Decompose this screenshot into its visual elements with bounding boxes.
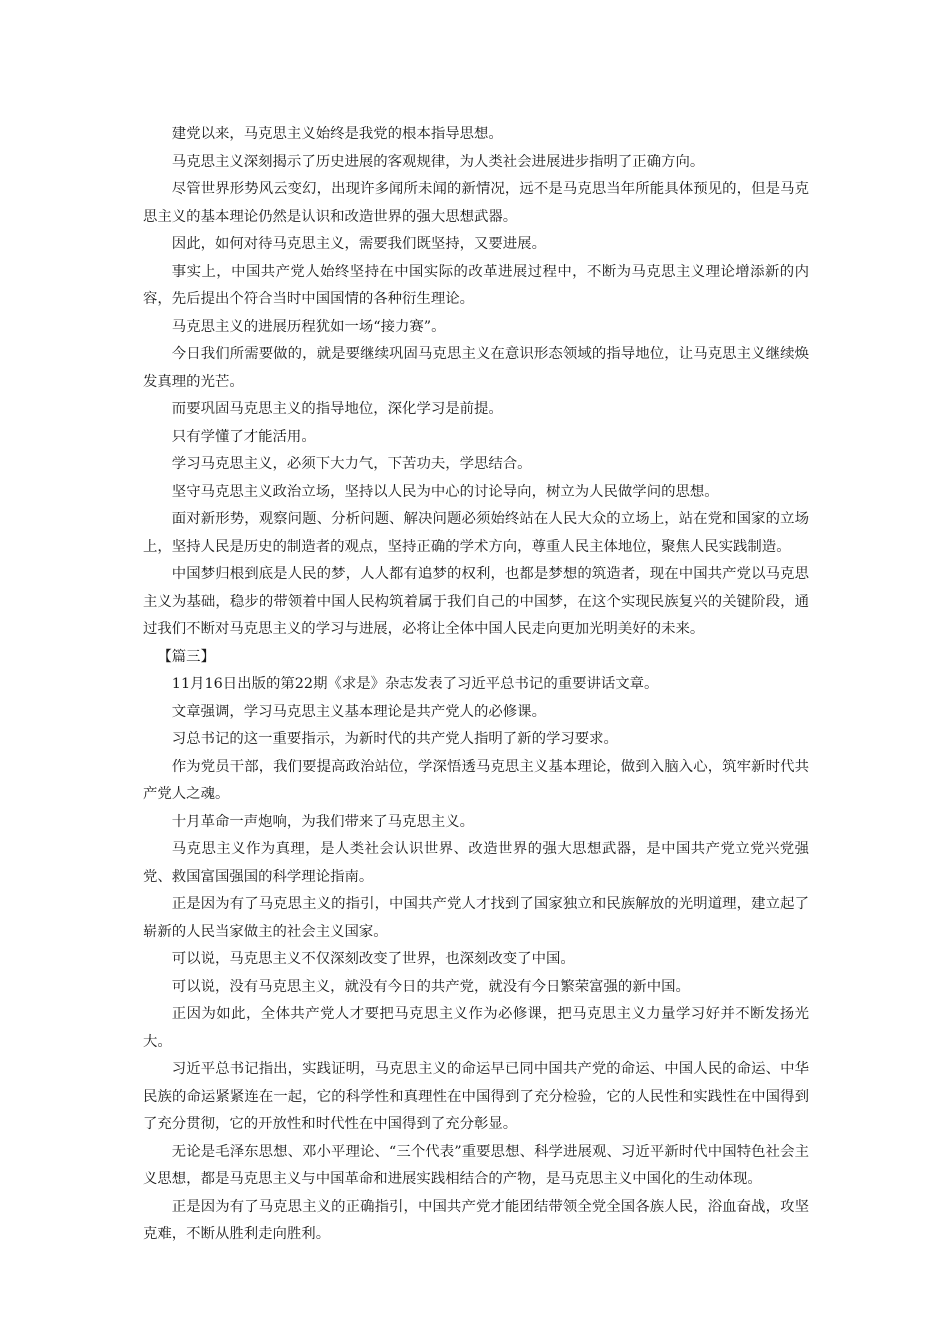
paragraph: 马克思主义深刻揭示了历史进展的客观规律，为人类社会进展进步指明了正确方向。 xyxy=(171,153,705,170)
paragraph: 坚守马克思主义政治立场，坚持以人民为中心的讨论导向，树立为人民做学问的思想。 xyxy=(171,483,719,500)
paragraph: 正是因为有了马克思主义的正确指引，中国共产党才能团结带领全党全国各族人民，浴血奋战，攻坚克难，不断从胜利走向胜利。 xyxy=(143,1198,809,1242)
section-heading: 【篇三】 xyxy=(157,648,215,665)
paragraph: 马克思主义作为真理，是人类社会认识世界、改造世界的强大思想武器，是中国共产党立党兴党强党、救国富国强国的科学理论指南。 xyxy=(143,841,809,885)
paragraph: 马克思主义的进展历程犹如一场“接力赛”。 xyxy=(171,318,446,335)
paragraph: 可以说，马克思主义不仅深刻改变了世界，也深刻改变了中国。 xyxy=(171,951,575,967)
paragraph: 今日我们所需要做的，就是要继续巩固马克思主义在意识形态领域的指导地位，让马克思主义继续焕发真理的光芒。 xyxy=(143,346,809,390)
paragraph: 因此，如何对待马克思主义，需要我们既坚持，又要进展。 xyxy=(171,236,546,252)
paragraph: 正是因为有了马克思主义的指引，中国共产党人才找到了国家独立和民族解放的光明道理，建立起了崭新的人民当家做主的社会主义国家。 xyxy=(143,896,809,940)
paragraph: 作为党员干部，我们要提高政治站位，学深悟透马克思主义基本理论，做到入脑入心，筑牢新时代共产党人之魂。 xyxy=(143,758,809,802)
paragraph: 习近平总书记指出，实践证明，马克思主义的命运早已同中国共产党的命运、中国人民的命运、中华民族的命运紧紧连在一起，它的科学性和真理性在中国得到了充分检验，它的人民性和实践性在中国得到了充分贯彻，它的开放性和时代性在中国得到了充分彰显。 xyxy=(143,1061,809,1132)
paragraph: 而要巩固马克思主义的指导地位，深化学习是前提。 xyxy=(171,401,503,417)
paragraph: 事实上，中国共产党人始终坚持在中国实际的改革进展过程中，不断为马克思主义理论增添新的内容，先后提出个符合当时中国国情的各种衍生理论。 xyxy=(143,263,809,307)
document-page xyxy=(143,121,809,1249)
paragraph: 无论是毛泽东思想、邓小平理论、“三个代表”重要思想、科学进展观、习近平新时代中国特色社会主义思想，都是马克思主义与中国革命和进展实践相结合的产物，是马克思主义中国化的生动体现。 xyxy=(143,1143,809,1187)
paragraph: 正因为如此，全体共产党人才要把马克思主义作为必修课，把马克思主义力量学习好并不断发扬光大。 xyxy=(143,1006,809,1050)
paragraph: 11月16日出版的第22期《求是》杂志发表了习近平总书记的重要讲话文章。 xyxy=(171,676,659,692)
paragraph: 尽管世界形势风云变幻，出现许多闻所未闻的新情况，远不是马克思当年所能具体预见的，但是马克思主义的基本理论仍然是认识和改造世界的强大思想武器。 xyxy=(143,181,809,225)
paragraph: 面对新形势，观察问题、分析问题、解决问题必须始终站在人民大众的立场上，站在党和国家的立场上，坚持人民是历史的制造者的观点，坚持正确的学术方向，尊重人民主体地位，聚焦人民实践制造。 xyxy=(143,511,809,555)
paragraph: 习总书记的这一重要指示，为新时代的共产党人指明了新的学习要求。 xyxy=(171,731,618,747)
paragraph: 文章强调，学习马克思主义基本理论是共产党人的必修课。 xyxy=(171,703,546,720)
paragraph: 中国梦归根到底是人民的梦，人人都有追梦的权利，也都是梦想的筑造者，现在中国共产党以马克思主义为基础，稳步的带领着中国人民构筑着属于我们自己的中国梦，在这个实现民族复兴的关键阶段，通过我们不断对马克思主义的学习与进展，必将让全体中国人民走向更加光明美好的未来。 xyxy=(143,566,809,637)
paragraph: 十月革命一声炮响，为我们带来了马克思主义。 xyxy=(171,813,475,830)
paragraph: 学习马克思主义，必须下大力气，下苦功夫，学思结合。 xyxy=(171,456,532,472)
paragraph: 可以说，没有马克思主义，就没有今日的共产党，就没有今日繁荣富强的新中国。 xyxy=(171,978,690,995)
paragraph: 建党以来，马克思主义始终是我党的根本指导思想。 xyxy=(171,126,503,142)
paragraph: 只有学懂了才能活用。 xyxy=(171,428,316,445)
